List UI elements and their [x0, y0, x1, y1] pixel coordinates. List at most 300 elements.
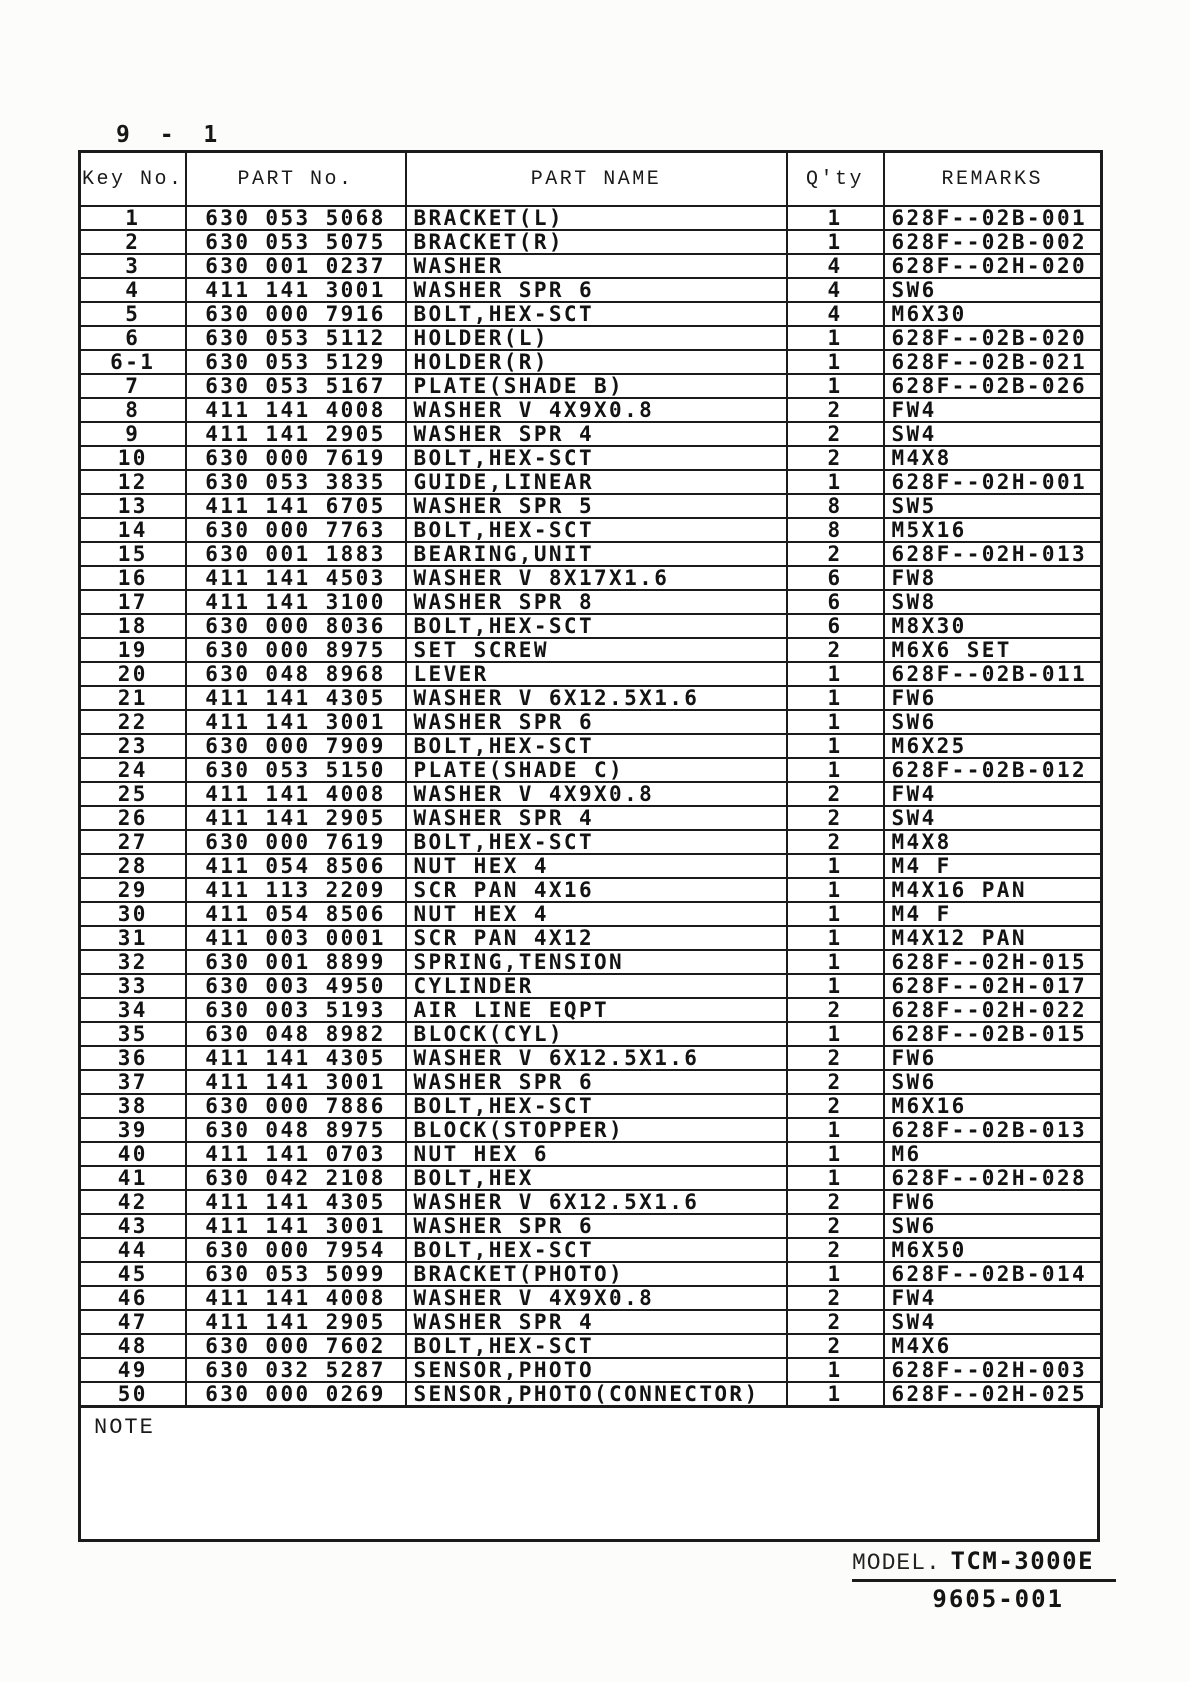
- qty-cell: 8: [787, 518, 884, 542]
- part-no-cell: 630 053 5129: [186, 350, 406, 374]
- key-no-cell: 10: [80, 446, 186, 470]
- qty-cell: 1: [787, 1022, 884, 1046]
- remarks-cell: FW6: [884, 1190, 1102, 1214]
- qty-cell: 1: [787, 926, 884, 950]
- part-no-cell: 411 141 2905: [186, 422, 406, 446]
- part-name-cell: GUIDE,LINEAR: [406, 470, 787, 494]
- part-no-cell: 411 141 4008: [186, 398, 406, 422]
- part-name-cell: WASHER V 4X9X0.8: [406, 1286, 787, 1310]
- key-no-cell: 27: [80, 830, 186, 854]
- model-line: [852, 1547, 1116, 1582]
- model-number: TCM-3000E: [950, 1547, 1095, 1575]
- table-row: [80, 398, 1102, 422]
- key-no-cell: 29: [80, 878, 186, 902]
- key-no-cell: 49: [80, 1358, 186, 1382]
- table-row: [80, 446, 1102, 470]
- part-name-cell: SET SCREW: [406, 638, 787, 662]
- part-name-cell: WASHER SPR 6: [406, 710, 787, 734]
- key-no-cell: 13: [80, 494, 186, 518]
- part-no-cell: 630 048 8982: [186, 1022, 406, 1046]
- qty-cell: 6: [787, 590, 884, 614]
- part-no-cell: 411 141 4305: [186, 1190, 406, 1214]
- qty-cell: 2: [787, 1310, 884, 1334]
- part-name-cell: BRACKET(L): [406, 206, 787, 230]
- part-name-cell: BOLT,HEX-SCT: [406, 1094, 787, 1118]
- part-no-cell: 411 141 4008: [186, 782, 406, 806]
- table-row: [80, 566, 1102, 590]
- key-no-cell: 24: [80, 758, 186, 782]
- key-no-cell: 25: [80, 782, 186, 806]
- part-name-cell: BOLT,HEX-SCT: [406, 518, 787, 542]
- part-no-cell: 630 053 5112: [186, 326, 406, 350]
- remarks-cell: FW4: [884, 782, 1102, 806]
- part-no-cell: 630 053 5099: [186, 1262, 406, 1286]
- key-no-cell: 7: [80, 374, 186, 398]
- table-row: [80, 1094, 1102, 1118]
- qty-cell: 1: [787, 374, 884, 398]
- remarks-header: REMARKS: [884, 152, 1102, 207]
- table-row: [80, 1070, 1102, 1094]
- table-row: [80, 1334, 1102, 1358]
- part-name-cell: WASHER: [406, 254, 787, 278]
- qty-cell: 1: [787, 230, 884, 254]
- part-no-cell: 411 141 4305: [186, 686, 406, 710]
- remarks-cell: 628F--02B-012: [884, 758, 1102, 782]
- qty-cell: 1: [787, 950, 884, 974]
- part-name-cell: WASHER SPR 4: [406, 1310, 787, 1334]
- part-no-cell: 411 141 4008: [186, 1286, 406, 1310]
- part-name-cell: SENSOR,PHOTO(CONNECTOR): [406, 1382, 787, 1407]
- table-row: [80, 1310, 1102, 1334]
- remarks-cell: SW8: [884, 590, 1102, 614]
- table-row: [80, 518, 1102, 542]
- part-no-cell: 630 000 7619: [186, 830, 406, 854]
- remarks-cell: M6: [884, 1142, 1102, 1166]
- part-no-cell: 630 000 7909: [186, 734, 406, 758]
- qty-cell: 1: [787, 854, 884, 878]
- part-name-cell: HOLDER(L): [406, 326, 787, 350]
- table-body: [80, 206, 1102, 1407]
- remarks-cell: M6X6 SET: [884, 638, 1102, 662]
- table-header-row: [80, 152, 1102, 207]
- remarks-cell: M6X25: [884, 734, 1102, 758]
- table-row: [80, 1022, 1102, 1046]
- qty-cell: 1: [787, 350, 884, 374]
- parts-table: [78, 150, 1103, 1408]
- key-no-cell: 21: [80, 686, 186, 710]
- key-no-cell: 31: [80, 926, 186, 950]
- part-no-cell: 411 141 6705: [186, 494, 406, 518]
- table-row: [80, 590, 1102, 614]
- remarks-cell: SW6: [884, 710, 1102, 734]
- remarks-cell: SW5: [884, 494, 1102, 518]
- qty-cell: 1: [787, 758, 884, 782]
- part-name-cell: NUT HEX 4: [406, 854, 787, 878]
- part-name-cell: WASHER SPR 4: [406, 422, 787, 446]
- part-name-cell: NUT HEX 6: [406, 1142, 787, 1166]
- key-no-cell: 47: [80, 1310, 186, 1334]
- key-no-cell: 37: [80, 1070, 186, 1094]
- table-row: [80, 902, 1102, 926]
- qty-cell: 1: [787, 974, 884, 998]
- part-no-cell: 411 141 4503: [186, 566, 406, 590]
- part-name-cell: SCR PAN 4X12: [406, 926, 787, 950]
- key-no-cell: 38: [80, 1094, 186, 1118]
- part-no-cell: 630 053 5075: [186, 230, 406, 254]
- qty-cell: 1: [787, 902, 884, 926]
- key-no-cell: 41: [80, 1166, 186, 1190]
- remarks-cell: M6X50: [884, 1238, 1102, 1262]
- table-row: [80, 1166, 1102, 1190]
- key-no-cell: 23: [80, 734, 186, 758]
- part-name-cell: PLATE(SHADE C): [406, 758, 787, 782]
- part-name-cell: SENSOR,PHOTO: [406, 1358, 787, 1382]
- remarks-cell: M4X6: [884, 1334, 1102, 1358]
- remarks-cell: 628F--02B-013: [884, 1118, 1102, 1142]
- key-no-cell: 22: [80, 710, 186, 734]
- model-block: [852, 1547, 1116, 1613]
- table-row: [80, 1190, 1102, 1214]
- part-name-cell: CYLINDER: [406, 974, 787, 998]
- part-no-cell: 411 113 2209: [186, 878, 406, 902]
- qty-header: Q'ty: [787, 152, 884, 207]
- remarks-cell: M4X8: [884, 830, 1102, 854]
- remarks-cell: SW6: [884, 1214, 1102, 1238]
- remarks-cell: FW6: [884, 686, 1102, 710]
- table-row: [80, 806, 1102, 830]
- table-row: [80, 494, 1102, 518]
- part-name-cell: PLATE(SHADE B): [406, 374, 787, 398]
- remarks-cell: 628F--02B-015: [884, 1022, 1102, 1046]
- qty-cell: 2: [787, 806, 884, 830]
- key-no-cell: 9: [80, 422, 186, 446]
- qty-cell: 2: [787, 1190, 884, 1214]
- qty-cell: 2: [787, 638, 884, 662]
- table-row: [80, 758, 1102, 782]
- part-name-cell: BOLT,HEX-SCT: [406, 614, 787, 638]
- qty-cell: 6: [787, 566, 884, 590]
- part-name-cell: AIR LINE EQPT: [406, 998, 787, 1022]
- part-no-cell: 411 141 3001: [186, 278, 406, 302]
- part-no-cell: 411 141 3100: [186, 590, 406, 614]
- part-name-cell: WASHER SPR 6: [406, 1070, 787, 1094]
- part-name-cell: BOLT,HEX-SCT: [406, 302, 787, 326]
- key-no-cell: 35: [80, 1022, 186, 1046]
- key-no-cell: 36: [80, 1046, 186, 1070]
- table-row: [80, 278, 1102, 302]
- page-number-label: 9 - 1: [116, 122, 226, 148]
- part-name-cell: BOLT,HEX-SCT: [406, 830, 787, 854]
- table-row: [80, 782, 1102, 806]
- part-no-cell: 630 000 7916: [186, 302, 406, 326]
- part-no-cell: 411 003 0001: [186, 926, 406, 950]
- table-row: [80, 974, 1102, 998]
- key-no-cell: 34: [80, 998, 186, 1022]
- qty-cell: 1: [787, 206, 884, 230]
- part-name-cell: BEARING,UNIT: [406, 542, 787, 566]
- remarks-cell: 628F--02B-014: [884, 1262, 1102, 1286]
- part-no-cell: 411 054 8506: [186, 902, 406, 926]
- part-name-header: PART NAME: [406, 152, 787, 207]
- qty-cell: 6: [787, 614, 884, 638]
- part-name-cell: WASHER V 4X9X0.8: [406, 398, 787, 422]
- table-row: [80, 614, 1102, 638]
- table-row: [80, 1046, 1102, 1070]
- table-row: [80, 542, 1102, 566]
- part-name-cell: BOLT,HEX-SCT: [406, 734, 787, 758]
- part-no-cell: 630 001 8899: [186, 950, 406, 974]
- table-row: [80, 1118, 1102, 1142]
- key-no-cell: 42: [80, 1190, 186, 1214]
- table-row: [80, 374, 1102, 398]
- key-no-cell: 30: [80, 902, 186, 926]
- remarks-cell: SW4: [884, 422, 1102, 446]
- part-name-cell: WASHER SPR 6: [406, 278, 787, 302]
- table-row: [80, 686, 1102, 710]
- table-row: [80, 830, 1102, 854]
- remarks-cell: 628F--02B-011: [884, 662, 1102, 686]
- part-no-cell: 630 000 8036: [186, 614, 406, 638]
- remarks-cell: FW8: [884, 566, 1102, 590]
- qty-cell: 2: [787, 1094, 884, 1118]
- part-no-cell: 630 003 4950: [186, 974, 406, 998]
- table-row: [80, 1358, 1102, 1382]
- remarks-cell: M8X30: [884, 614, 1102, 638]
- table-row: [80, 422, 1102, 446]
- key-no-cell: 17: [80, 590, 186, 614]
- table-row: [80, 470, 1102, 494]
- part-no-cell: 411 141 2905: [186, 806, 406, 830]
- part-no-cell: 630 000 7602: [186, 1334, 406, 1358]
- qty-cell: 4: [787, 254, 884, 278]
- part-name-cell: WASHER V 6X12.5X1.6: [406, 1046, 787, 1070]
- part-no-cell: 411 054 8506: [186, 854, 406, 878]
- remarks-cell: M5X16: [884, 518, 1102, 542]
- qty-cell: 2: [787, 1238, 884, 1262]
- remarks-cell: 628F--02H-020: [884, 254, 1102, 278]
- key-no-cell: 1: [80, 206, 186, 230]
- part-name-cell: WASHER V 6X12.5X1.6: [406, 686, 787, 710]
- part-no-cell: 630 001 0237: [186, 254, 406, 278]
- part-no-cell: 411 141 3001: [186, 1070, 406, 1094]
- part-name-cell: BOLT,HEX-SCT: [406, 1238, 787, 1262]
- qty-cell: 1: [787, 1118, 884, 1142]
- qty-cell: 1: [787, 470, 884, 494]
- remarks-cell: M4X12 PAN: [884, 926, 1102, 950]
- part-name-cell: WASHER SPR 6: [406, 1214, 787, 1238]
- key-no-cell: 43: [80, 1214, 186, 1238]
- qty-cell: 4: [787, 278, 884, 302]
- part-name-cell: BOLT,HEX-SCT: [406, 1334, 787, 1358]
- part-name-cell: WASHER V 6X12.5X1.6: [406, 1190, 787, 1214]
- table-row: [80, 998, 1102, 1022]
- key-no-cell: 6: [80, 326, 186, 350]
- part-no-cell: 411 141 2905: [186, 1310, 406, 1334]
- key-no-cell: 33: [80, 974, 186, 998]
- part-no-cell: 411 141 3001: [186, 1214, 406, 1238]
- qty-cell: 2: [787, 782, 884, 806]
- table-row: [80, 302, 1102, 326]
- table-row: [80, 1214, 1102, 1238]
- remarks-cell: 628F--02H-001: [884, 470, 1102, 494]
- key-no-cell: 18: [80, 614, 186, 638]
- qty-cell: 1: [787, 878, 884, 902]
- qty-cell: 4: [787, 302, 884, 326]
- remarks-cell: FW4: [884, 1286, 1102, 1310]
- table-row: [80, 206, 1102, 230]
- table-row: [80, 1286, 1102, 1310]
- key-no-cell: 26: [80, 806, 186, 830]
- remarks-cell: 628F--02B-026: [884, 374, 1102, 398]
- qty-cell: 2: [787, 542, 884, 566]
- key-no-cell: 48: [80, 1334, 186, 1358]
- key-no-cell: 4: [80, 278, 186, 302]
- table-row: [80, 710, 1102, 734]
- table-row: [80, 734, 1102, 758]
- table-row: [80, 662, 1102, 686]
- part-no-cell: 630 042 2108: [186, 1166, 406, 1190]
- remarks-cell: 628F--02H-022: [884, 998, 1102, 1022]
- part-no-cell: 630 000 7619: [186, 446, 406, 470]
- remarks-cell: SW4: [884, 1310, 1102, 1334]
- part-no-cell: 630 053 5167: [186, 374, 406, 398]
- key-no-cell: 15: [80, 542, 186, 566]
- remarks-cell: 628F--02B-001: [884, 206, 1102, 230]
- table-row: [80, 1382, 1102, 1407]
- key-no-cell: 8: [80, 398, 186, 422]
- remarks-cell: 628F--02B-021: [884, 350, 1102, 374]
- part-no-cell: 630 053 5150: [186, 758, 406, 782]
- part-no-cell: 411 141 3001: [186, 710, 406, 734]
- part-no-cell: 630 000 7954: [186, 1238, 406, 1262]
- remarks-cell: SW6: [884, 1070, 1102, 1094]
- qty-cell: 8: [787, 494, 884, 518]
- key-no-cell: 46: [80, 1286, 186, 1310]
- part-name-cell: BLOCK(STOPPER): [406, 1118, 787, 1142]
- part-name-cell: BOLT,HEX: [406, 1166, 787, 1190]
- note-box: [78, 1408, 1100, 1542]
- table-row: [80, 1142, 1102, 1166]
- table-row: [80, 926, 1102, 950]
- key-no-cell: 6-1: [80, 350, 186, 374]
- table-row: [80, 1238, 1102, 1262]
- qty-cell: 2: [787, 1070, 884, 1094]
- key-no-cell: 20: [80, 662, 186, 686]
- part-no-header: PART No.: [186, 152, 406, 207]
- part-no-cell: 630 053 3835: [186, 470, 406, 494]
- part-name-cell: BOLT,HEX-SCT: [406, 446, 787, 470]
- parts-table-section: [78, 150, 1103, 1542]
- remarks-cell: 628F--02H-017: [884, 974, 1102, 998]
- model-label: MODEL.: [852, 1550, 941, 1576]
- qty-cell: 1: [787, 1142, 884, 1166]
- remarks-cell: M4X8: [884, 446, 1102, 470]
- part-name-cell: BLOCK(CYL): [406, 1022, 787, 1046]
- table-row: [80, 878, 1102, 902]
- key-no-header: Key No.: [80, 152, 186, 207]
- remarks-cell: M4X16 PAN: [884, 878, 1102, 902]
- table-row: [80, 326, 1102, 350]
- part-name-cell: WASHER V 8X17X1.6: [406, 566, 787, 590]
- qty-cell: 2: [787, 1214, 884, 1238]
- remarks-cell: M6X16: [884, 1094, 1102, 1118]
- key-no-cell: 40: [80, 1142, 186, 1166]
- qty-cell: 2: [787, 830, 884, 854]
- table-header: [80, 152, 1102, 207]
- remarks-cell: FW6: [884, 1046, 1102, 1070]
- key-no-cell: 32: [80, 950, 186, 974]
- part-no-cell: 630 000 7886: [186, 1094, 406, 1118]
- remarks-cell: M4 F: [884, 854, 1102, 878]
- table-row: [80, 254, 1102, 278]
- qty-cell: 1: [787, 734, 884, 758]
- table-row: [80, 638, 1102, 662]
- key-no-cell: 19: [80, 638, 186, 662]
- remarks-cell: 628F--02H-013: [884, 542, 1102, 566]
- remarks-cell: SW6: [884, 278, 1102, 302]
- key-no-cell: 45: [80, 1262, 186, 1286]
- part-no-cell: 630 053 5068: [186, 206, 406, 230]
- key-no-cell: 12: [80, 470, 186, 494]
- part-name-cell: NUT HEX 4: [406, 902, 787, 926]
- key-no-cell: 39: [80, 1118, 186, 1142]
- key-no-cell: 16: [80, 566, 186, 590]
- part-no-cell: 630 000 0269: [186, 1382, 406, 1407]
- key-no-cell: 14: [80, 518, 186, 542]
- remarks-cell: 628F--02H-025: [884, 1382, 1102, 1407]
- key-no-cell: 2: [80, 230, 186, 254]
- qty-cell: 1: [787, 686, 884, 710]
- table-row: [80, 854, 1102, 878]
- table-row: [80, 350, 1102, 374]
- part-no-cell: 630 003 5193: [186, 998, 406, 1022]
- part-name-cell: WASHER SPR 5: [406, 494, 787, 518]
- qty-cell: 2: [787, 446, 884, 470]
- part-no-cell: 630 000 7763: [186, 518, 406, 542]
- remarks-cell: SW4: [884, 806, 1102, 830]
- remarks-cell: 628F--02B-020: [884, 326, 1102, 350]
- part-name-cell: SPRING,TENSION: [406, 950, 787, 974]
- note-label: NOTE: [94, 1415, 155, 1440]
- remarks-cell: 628F--02B-002: [884, 230, 1102, 254]
- qty-cell: 1: [787, 662, 884, 686]
- table-row: [80, 950, 1102, 974]
- part-name-cell: WASHER V 4X9X0.8: [406, 782, 787, 806]
- qty-cell: 1: [787, 326, 884, 350]
- remarks-cell: M6X30: [884, 302, 1102, 326]
- qty-cell: 2: [787, 1046, 884, 1070]
- remarks-cell: M4 F: [884, 902, 1102, 926]
- part-name-cell: BRACKET(R): [406, 230, 787, 254]
- table-row: [80, 230, 1102, 254]
- qty-cell: 1: [787, 1358, 884, 1382]
- key-no-cell: 44: [80, 1238, 186, 1262]
- part-no-cell: 630 048 8975: [186, 1118, 406, 1142]
- key-no-cell: 28: [80, 854, 186, 878]
- qty-cell: 1: [787, 710, 884, 734]
- qty-cell: 1: [787, 1382, 884, 1407]
- part-name-cell: SCR PAN 4X16: [406, 878, 787, 902]
- qty-cell: 2: [787, 398, 884, 422]
- part-name-cell: WASHER SPR 4: [406, 806, 787, 830]
- qty-cell: 2: [787, 998, 884, 1022]
- part-no-cell: 630 032 5287: [186, 1358, 406, 1382]
- part-name-cell: HOLDER(R): [406, 350, 787, 374]
- part-no-cell: 411 141 4305: [186, 1046, 406, 1070]
- remarks-cell: 628F--02H-028: [884, 1166, 1102, 1190]
- remarks-cell: 628F--02H-003: [884, 1358, 1102, 1382]
- qty-cell: 2: [787, 422, 884, 446]
